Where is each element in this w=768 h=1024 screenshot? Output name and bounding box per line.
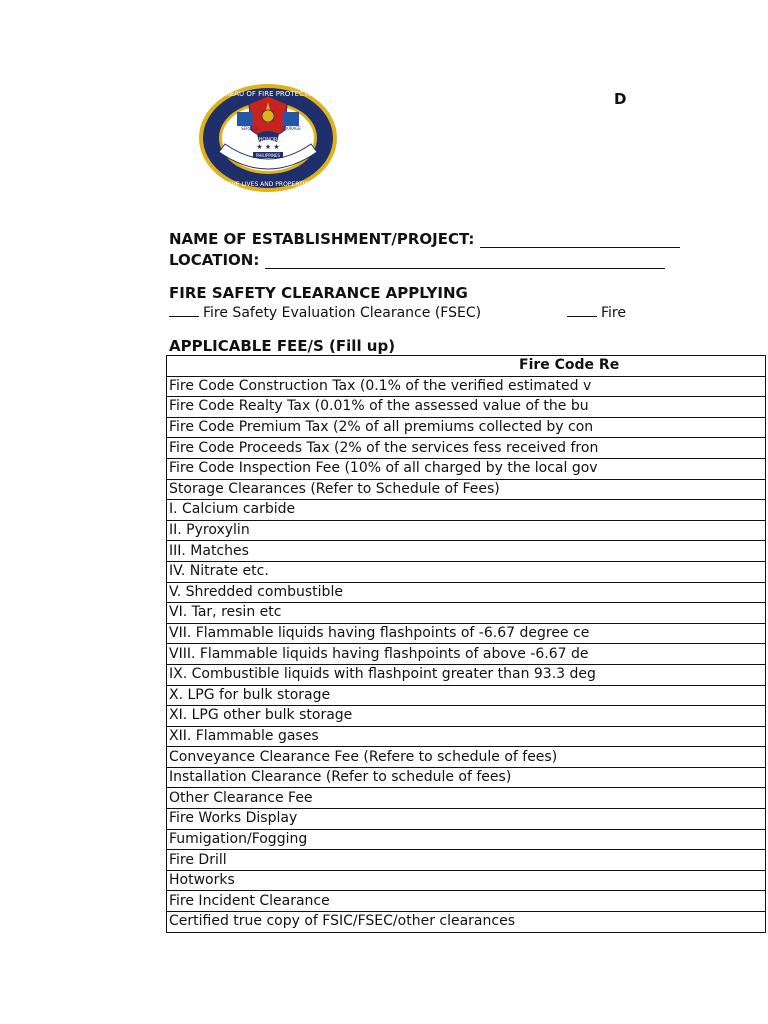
fee-item-label: XII. Flammable gases [167, 726, 766, 747]
svg-text:COURAGE: COURAGE [281, 126, 301, 131]
fee-item-label: Fire Drill [167, 850, 766, 871]
fee-item-label: XI. LPG other bulk storage [167, 706, 766, 727]
fee-item-label: Fire Code Construction Tax (0.1% of the verified estimated v [167, 376, 766, 397]
fee-row [167, 479, 766, 500]
fee-item-label: Certified true copy of FSIC/FSEC/other clearances [167, 912, 766, 933]
fee-item-label: VII. Flammable liquids having flashpoints of -6.67 degree ce [167, 623, 766, 644]
fee-row [167, 891, 766, 912]
fee-item-label: Storage Clearances (Refer to Schedule of Fees) [167, 479, 766, 500]
fee-row [167, 767, 766, 788]
fee-item-label: II. Pyroxylin [167, 520, 766, 541]
fee-row [167, 829, 766, 850]
fee-row [167, 500, 766, 521]
establishment-field-row [169, 230, 680, 248]
fees-table [166, 355, 766, 933]
fee-row [167, 788, 766, 809]
fee-row [167, 664, 766, 685]
establishment-input-line[interactable] [480, 234, 680, 248]
fee-item-label: Installation Clearance (Refer to schedule of fees) [167, 767, 766, 788]
fee-row [167, 397, 766, 418]
fee-row [167, 912, 766, 933]
fee-item-label: Fire Code Proceeds Tax (2% of the services fess received fron [167, 438, 766, 459]
clearance-options [169, 304, 626, 321]
fee-row [167, 541, 766, 562]
fee-row [167, 726, 766, 747]
fee-row [167, 582, 766, 603]
fees-heading: APPLICABLE FEE/S (Fill up) [169, 337, 396, 355]
header-corner-text: D [614, 90, 627, 108]
second-option-checkbox-blank[interactable] [567, 304, 597, 317]
fee-item-label: Fire Code Inspection Fee (10% of all charged by the local gov [167, 458, 766, 479]
second-option-label: Fire [601, 305, 626, 321]
fee-row [167, 520, 766, 541]
fee-row [167, 438, 766, 459]
clearance-heading: FIRE SAFETY CLEARANCE APPLYING [169, 284, 468, 302]
fee-row [167, 458, 766, 479]
fee-item-label: Hotworks [167, 870, 766, 891]
svg-text:BUREAU OF FIRE PROTECTION: BUREAU OF FIRE PROTECTION [215, 90, 321, 98]
fee-row [167, 870, 766, 891]
fee-item-label: Other Clearance Fee [167, 788, 766, 809]
fee-item-label: VIII. Flammable liquids having flashpoints of above -6.67 de [167, 644, 766, 665]
second-option [567, 304, 626, 321]
svg-text:SAVE LIVES AND PROPERTIES: SAVE LIVES AND PROPERTIES [224, 181, 312, 188]
fee-item-label: Fire Code Realty Tax (0.01% of the assessed value of the bu [167, 397, 766, 418]
svg-text:★ ★ ★: ★ ★ ★ [256, 143, 280, 151]
fee-row [167, 417, 766, 438]
fee-row [167, 850, 766, 871]
svg-text:HONOR: HONOR [258, 137, 278, 143]
fee-item-label: III. Matches [167, 541, 766, 562]
fee-item-label: X. LPG for bulk storage [167, 685, 766, 706]
fee-item-label: VI. Tar, resin etc [167, 603, 766, 624]
fee-item-label: V. Shredded combustible [167, 582, 766, 603]
fee-row [167, 809, 766, 830]
fee-row [167, 603, 766, 624]
fee-item-label: Fire Code Premium Tax (2% of all premiums collected by con [167, 417, 766, 438]
fees-table-header-row [167, 356, 766, 377]
fee-row [167, 706, 766, 727]
svg-text:PHILIPPINES: PHILIPPINES [255, 153, 281, 158]
fee-row [167, 685, 766, 706]
fees-table-header: Fire Code Re [167, 356, 766, 377]
location-label: LOCATION: [169, 251, 260, 269]
fee-row [167, 623, 766, 644]
fee-item-label: IX. Combustible liquids with flashpoint greater than 93.3 deg [167, 664, 766, 685]
fee-row [167, 644, 766, 665]
fee-row [167, 561, 766, 582]
location-field-row [169, 251, 665, 269]
fee-item-label: Fire Incident Clearance [167, 891, 766, 912]
fee-item-label: IV. Nitrate etc. [167, 561, 766, 582]
fsec-option-label: Fire Safety Evaluation Clearance (FSEC) [203, 305, 482, 321]
svg-text:SERVICE: SERVICE [241, 126, 258, 131]
location-input-line[interactable] [265, 255, 665, 269]
fsec-checkbox-blank[interactable] [169, 304, 199, 317]
establishment-label: NAME OF ESTABLISHMENT/PROJECT: [169, 230, 475, 248]
fee-item-label: Conveyance Clearance Fee (Refere to schedule of fees) [167, 747, 766, 768]
fee-item-label: Fumigation/Fogging [167, 829, 766, 850]
fee-row [167, 747, 766, 768]
fee-item-label: Fire Works Display [167, 809, 766, 830]
fee-row [167, 376, 766, 397]
fee-item-label: I. Calcium carbide [167, 500, 766, 521]
fees-table-body [167, 376, 766, 932]
